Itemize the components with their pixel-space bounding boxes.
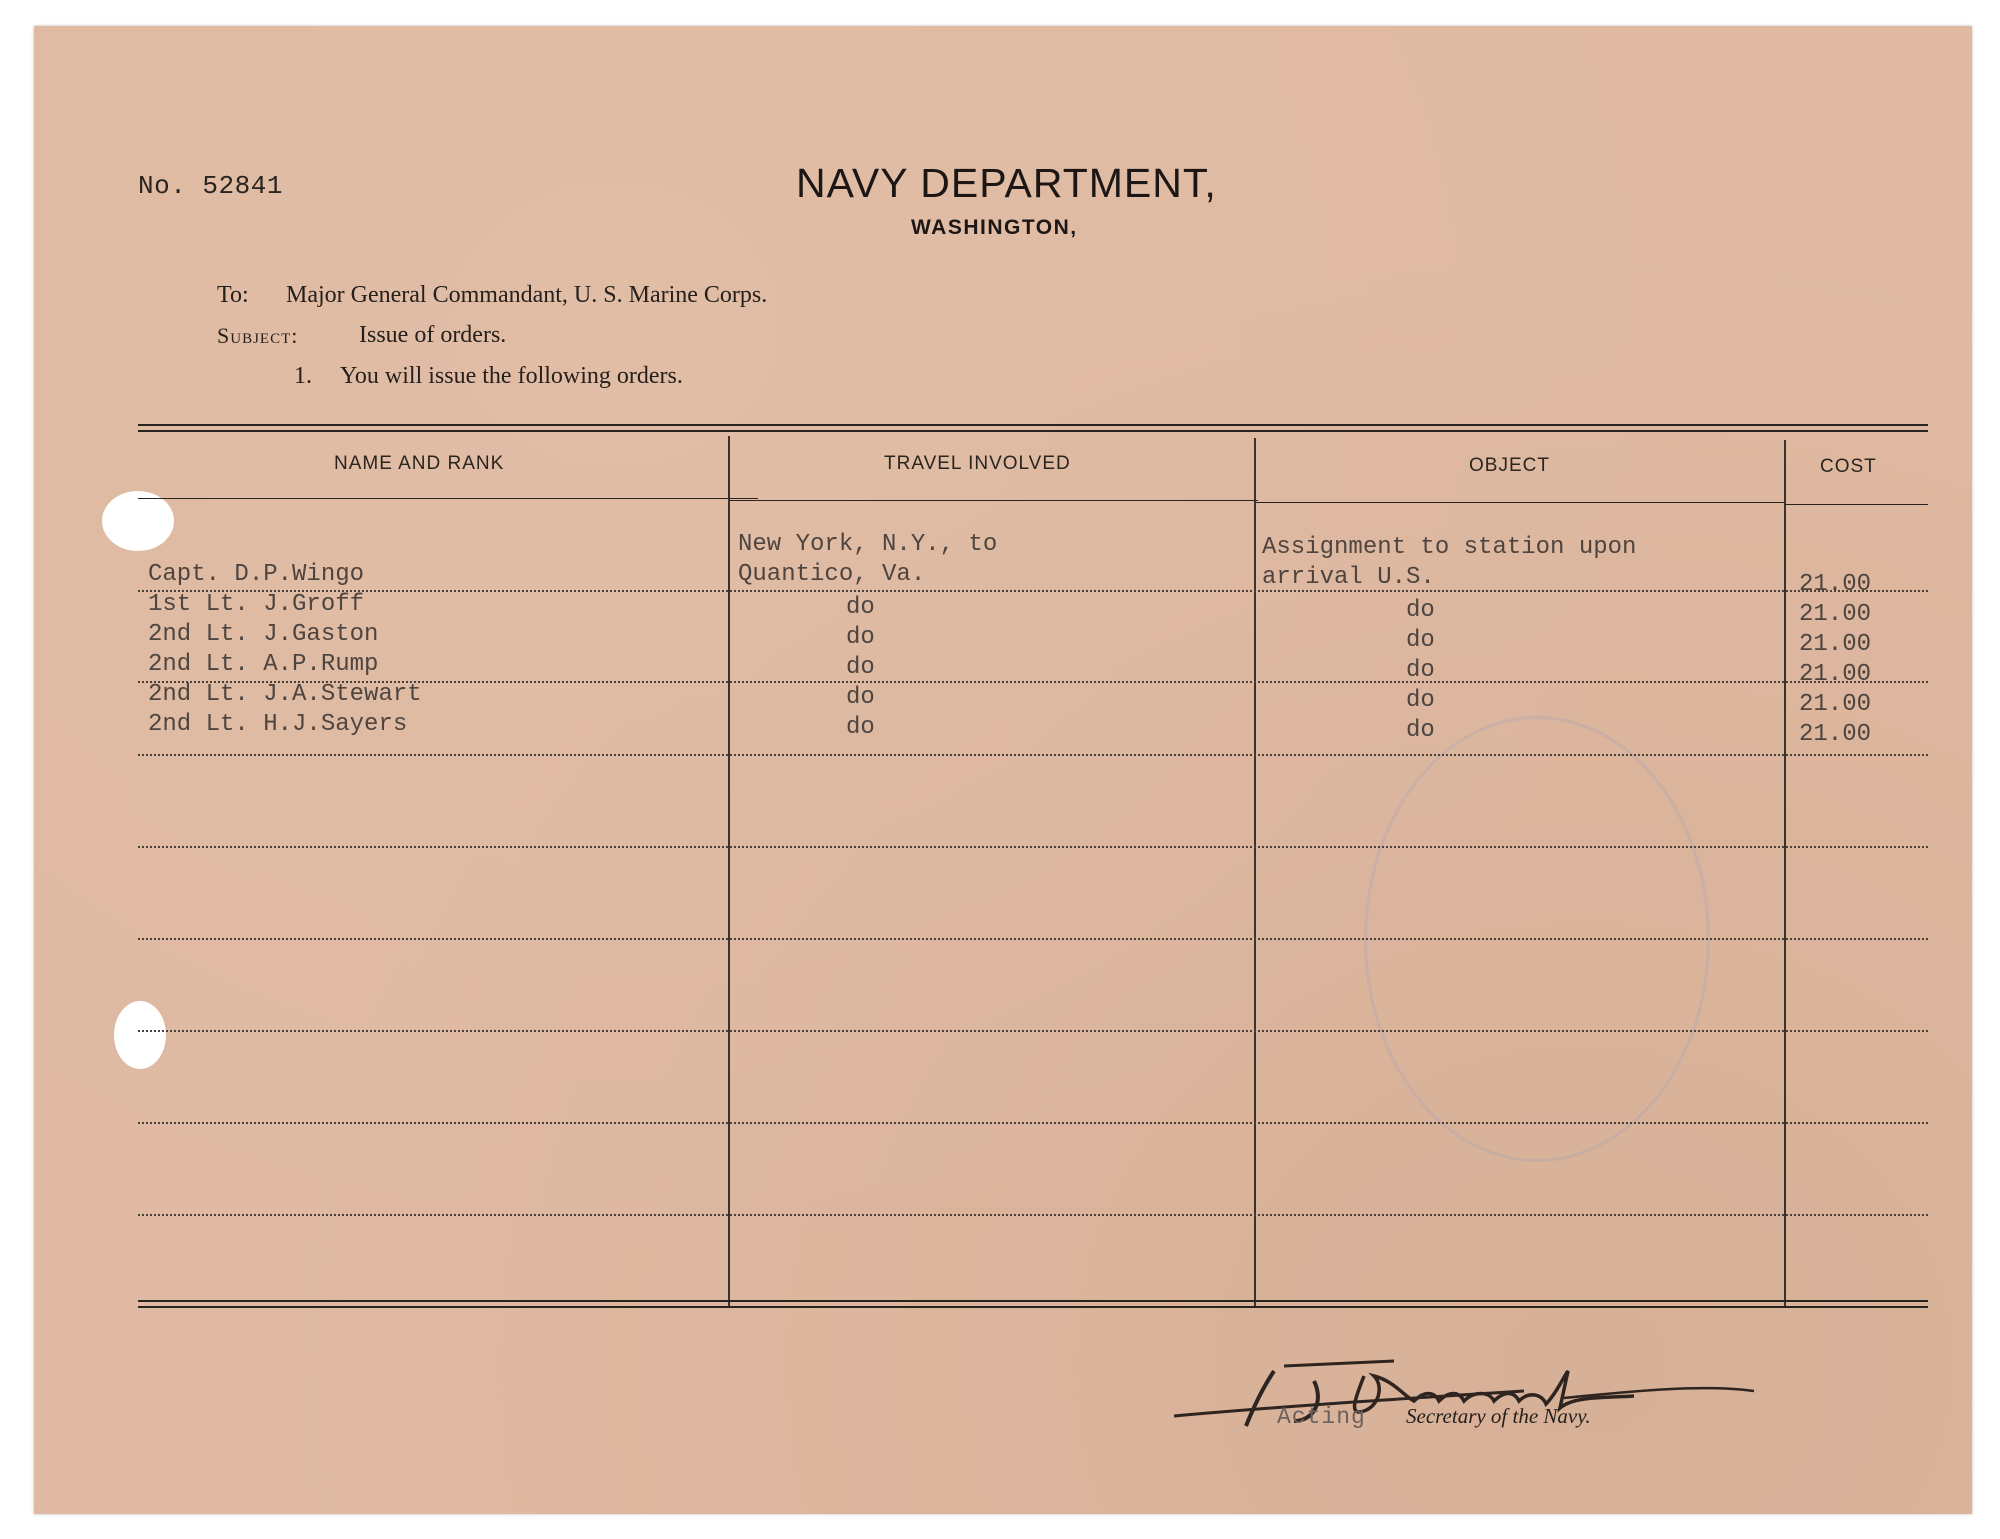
empty-row-rule-2 [138,846,1928,848]
to-value: Major General Commandant, U. S. Marine Corps. [286,282,768,308]
header-underline-name [138,498,758,499]
row-5-travel: do [846,684,875,711]
header-underline-travel [728,500,1258,501]
travel-route-line-2: Quantico, Va. [738,561,926,588]
department-title: NAVY DEPARTMENT, [796,160,1217,206]
row-4-object: do [1406,657,1435,684]
row-5-object: do [1406,687,1435,714]
row-3-cost: 21.00 [1799,631,1872,658]
column-header-travel: TRAVEL INVOLVED [884,453,1071,474]
row-4-cost: 21.00 [1799,661,1872,688]
signature-title: Secretary of the Navy. [1406,1404,1591,1428]
empty-row-rule-4 [138,1030,1928,1032]
row-2-travel: do [846,594,875,621]
row-6-cost: 21.00 [1799,721,1872,748]
row-1-rule [138,590,1928,592]
object-line-2: arrival U.S. [1262,564,1435,591]
paragraph-number: 1. [294,363,312,389]
column-divider-2 [1254,438,1256,1306]
empty-row-rule-5 [138,1122,1928,1124]
object-line-1: Assignment to station upon [1262,534,1637,561]
header-underline-object [1254,502,1784,503]
row-5-cost: 21.00 [1799,691,1872,718]
row-3-name: 2nd Lt. J.Gaston [148,621,379,648]
header-underline-cost [1784,504,1928,505]
punch-hole-top [102,491,174,551]
empty-row-rule-1 [138,754,1928,756]
column-divider-3 [1784,440,1786,1306]
table-bottom-rule-2 [138,1306,1928,1308]
travel-route-line-1: New York, N.Y., to [738,531,998,558]
row-2-name: 1st Lt. J.Groff [148,591,365,618]
table-top-rule-2 [138,430,1928,432]
department-location: WASHINGTON, [911,216,1078,239]
row-4-travel: do [846,654,875,681]
subject-value: Issue of orders. [359,322,507,348]
subject-label: Subject: [217,323,299,348]
table-bottom-rule-1 [138,1300,1928,1302]
row-6-name: 2nd Lt. H.J.Sayers [148,711,408,738]
empty-row-rule-3 [138,938,1928,940]
column-header-cost: COST [1820,456,1877,477]
row-6-travel: do [846,714,875,741]
row-2-object: do [1406,597,1435,624]
row-5-name: 2nd Lt. J.A.Stewart [148,681,422,708]
row-2-cost: 21.00 [1799,601,1872,628]
column-header-name-rank: NAME AND RANK [334,453,505,474]
row-6-object: do [1406,717,1435,744]
row-1-cost: 21.00 [1799,571,1872,598]
signature-acting: Acting [1277,1404,1366,1430]
document-paper [34,26,1972,1514]
document-number: No. 52841 [138,171,283,201]
table-top-rule-1 [138,424,1928,426]
row-3-travel: do [846,624,875,651]
empty-row-rule-6 [138,1214,1928,1216]
row-3-object: do [1406,627,1435,654]
column-divider-1 [728,436,730,1306]
row-4-name: 2nd Lt. A.P.Rump [148,651,379,678]
column-header-object: OBJECT [1469,455,1550,476]
to-label: To: [217,282,249,308]
paragraph-text: You will issue the following orders. [340,363,683,389]
row-1-name: Capt. D.P.Wingo [148,561,365,588]
punch-hole-bottom [114,1001,166,1069]
